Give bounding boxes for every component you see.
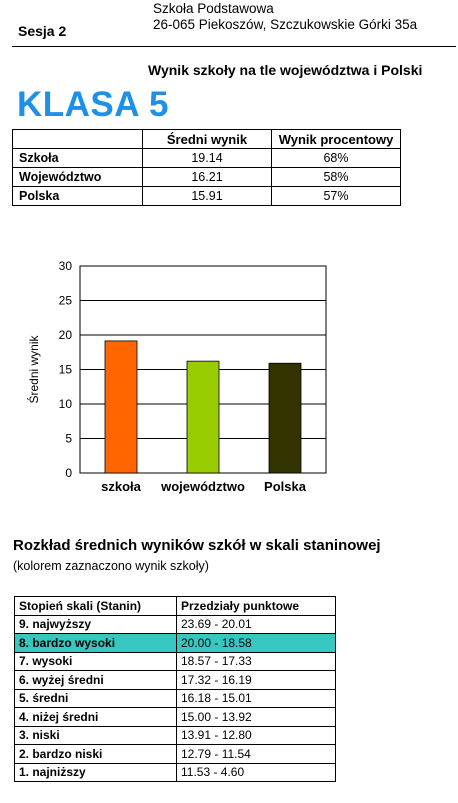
stanine-level: 3. niski: [15, 726, 177, 745]
session-label: Sesja 2: [18, 23, 67, 39]
stanine-range: 11.53 - 4.60: [177, 763, 336, 782]
percent-score: 58%: [272, 168, 401, 187]
table-row: [15, 671, 336, 690]
results-header-cell: Średni wynik: [143, 130, 272, 149]
table-row: [15, 763, 336, 782]
table-row: [15, 615, 336, 634]
table-row: [15, 634, 336, 653]
row-label: Szkoła: [13, 149, 143, 168]
row-label: Polska: [13, 187, 143, 206]
stanine-range: 23.69 - 20.01: [177, 615, 336, 634]
percent-score: 57%: [272, 187, 401, 206]
y-tick-label: 10: [58, 397, 72, 411]
y-tick-label: 15: [58, 362, 72, 377]
stanine-table: [14, 596, 336, 782]
average-score: 19.14: [143, 149, 272, 168]
stanine-level: 4. niżej średni: [15, 708, 177, 727]
y-tick-label: 0: [65, 466, 72, 480]
table-row: [15, 745, 336, 764]
stanine-note: (kolorem zaznaczono wynik szkoły): [13, 559, 209, 573]
bar-3: [269, 363, 301, 473]
bar-chart: [0, 255, 340, 505]
average-score: 15.91: [143, 187, 272, 206]
stanine-range: 15.00 - 13.92: [177, 708, 336, 727]
bar-1: [105, 341, 137, 473]
average-score: 16.21: [143, 168, 272, 187]
stanine-header-cell: Stopień skali (Stanin): [15, 597, 177, 616]
stanine-level: 8. bardzo wysoki: [15, 634, 177, 653]
stanine-range: 16.18 - 15.01: [177, 689, 336, 708]
results-header-cell: Wynik procentowy: [272, 130, 401, 149]
stanine-range: 12.79 - 11.54: [177, 745, 336, 764]
stanine-level: 6. wyżej średni: [15, 671, 177, 690]
percent-score: 68%: [272, 149, 401, 168]
y-tick-label: 30: [58, 259, 72, 273]
stanine-level: 7. wysoki: [15, 652, 177, 671]
y-tick-label: 5: [65, 431, 72, 446]
class-title: KLASA 5: [17, 85, 169, 124]
stanine-level: 9. najwyższy: [15, 615, 177, 634]
stanine-range: 13.91 - 12.80: [177, 726, 336, 745]
stanine-header-cell: Przedziały punktowe: [177, 597, 336, 616]
y-tick-label: 25: [58, 293, 72, 308]
table-row: [13, 187, 401, 206]
category-label: Polska: [264, 479, 306, 494]
y-axis-label: Średni wynik: [27, 335, 41, 404]
category-label: województwo: [161, 479, 245, 494]
stanine-title: Rozkład średnich wyników szkół w skali staninowej: [13, 537, 381, 554]
results-header-row: [13, 130, 401, 149]
y-tick-label: 20: [58, 328, 72, 342]
row-label: Województwo: [13, 168, 143, 187]
stanine-level: 1. najniższy: [15, 763, 177, 782]
school-address: 26-065 Piekoszów, Szczukowskie Górki 35a: [153, 17, 418, 32]
stanine-level: 2. bardzo niski: [15, 745, 177, 764]
table-row: [15, 689, 336, 708]
table-row: [15, 726, 336, 745]
bar-2: [187, 361, 219, 473]
stanine-range: 17.32 - 16.19: [177, 671, 336, 690]
category-label: szkoła: [101, 479, 141, 494]
table-row: [15, 652, 336, 671]
results-table: [12, 129, 401, 206]
table-row: [13, 149, 401, 168]
stanine-level: 5. średni: [15, 689, 177, 708]
stanine-header-row: [15, 597, 336, 616]
header-divider: [12, 46, 456, 47]
table-row: [13, 168, 401, 187]
results-header-cell: [13, 130, 143, 149]
school-name: Szkoła Podstawowa: [153, 1, 274, 16]
page-subtitle: Wynik szkoły na tle województwa i Polski: [148, 62, 423, 78]
table-row: [15, 708, 336, 727]
stanine-range: 18.57 - 17.33: [177, 652, 336, 671]
stanine-range: 20.00 - 18.58: [177, 634, 336, 653]
